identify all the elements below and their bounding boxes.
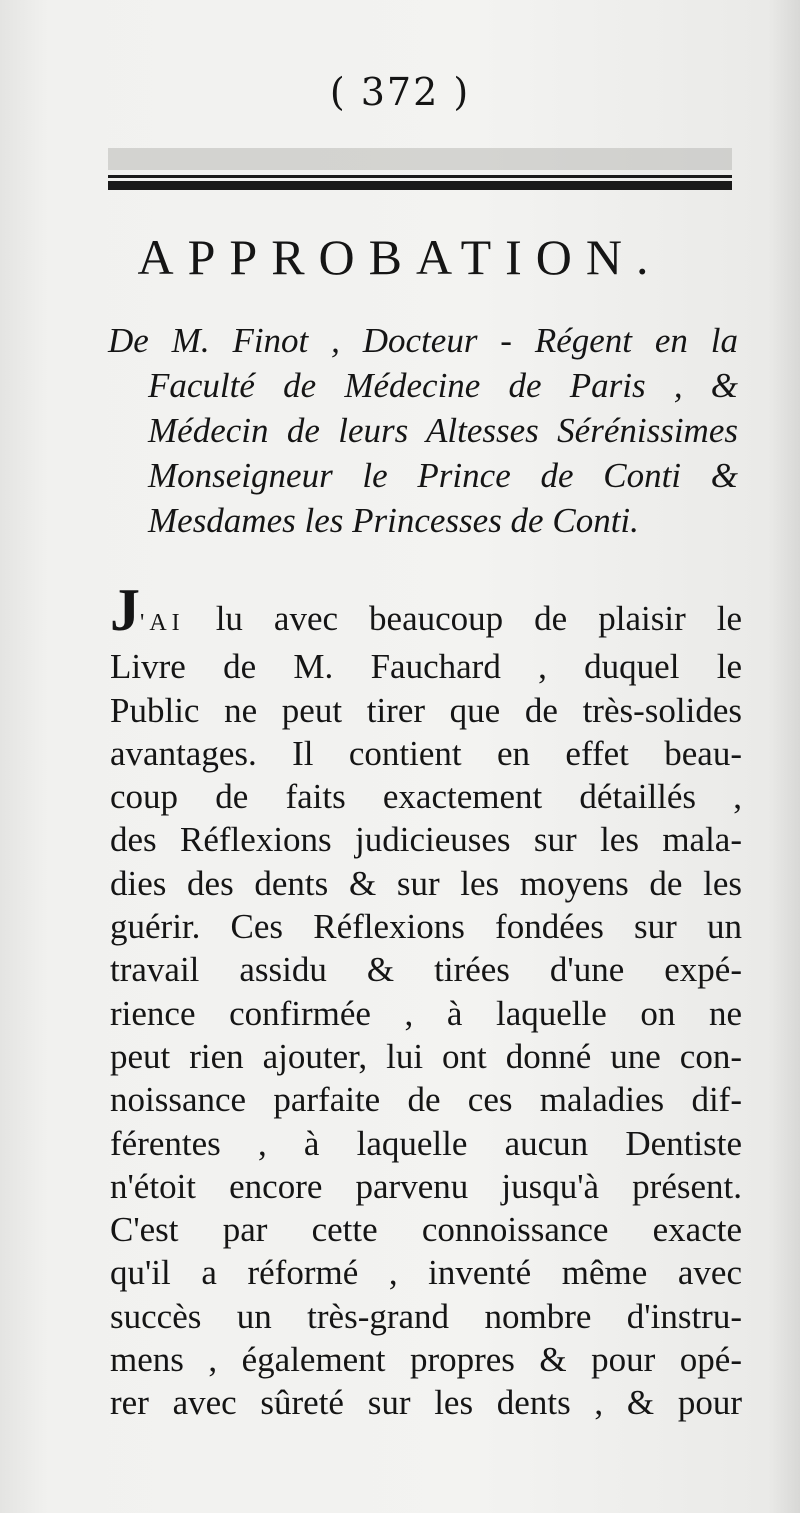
body-line: férentes , à laquelle aucun Dentiste — [110, 1123, 742, 1163]
body-line: rer avec sûreté sur les dents , & pour — [110, 1383, 742, 1423]
subtitle-line: De M. Finot , Docteur - Régent en la — [108, 321, 738, 360]
subtitle-line: Mesdames les Princesses de Conti. — [148, 501, 639, 540]
body-first-line — [110, 577, 743, 645]
subtitle-line: Médecin de leurs Altesses Sérénissimes — [148, 411, 738, 450]
faint-bleed-band — [108, 148, 732, 170]
thick-rule — [108, 181, 732, 190]
body-paragraph — [110, 577, 743, 1425]
first-line-rest: lu avec beaucoup de plaisir le — [215, 599, 743, 638]
approbation-heading: APPROBATION. — [137, 229, 663, 285]
body-line: n'étoit encore parvenu jusqu'à présent. — [110, 1166, 742, 1206]
body-line: qu'il a réformé , inventé même avec — [110, 1253, 742, 1293]
body-line: Livre de M. Fauchard , duquel le — [110, 647, 742, 687]
subtitle-line: Faculté de Médecine de Paris , & — [148, 366, 738, 405]
body-line: coup de faits exactement détaillés , — [110, 777, 742, 817]
body-line: travail assidu & tirées d'une expé- — [110, 950, 742, 990]
body-line: Public ne peut tirer que de très-solides — [110, 690, 742, 730]
body-line: peut rien ajouter, lui ont donné une con- — [110, 1036, 742, 1076]
body-line: rience confirmée , à laquelle on ne — [110, 993, 742, 1033]
thin-rule — [108, 175, 732, 178]
subtitle-line: Monseigneur le Prince de Conti & — [148, 456, 738, 495]
body-line: succès un très-grand nombre d'instru- — [110, 1296, 742, 1336]
body-line: dies des dents & sur les moyens de les — [110, 863, 742, 903]
body-line: guérir. Ces Réflexions fondées sur un — [110, 907, 742, 947]
body-line: mens , également propres & pour opé- — [110, 1340, 742, 1380]
body-line: noissance parfaite de ces maladies dif- — [110, 1080, 742, 1120]
drop-cap: J — [110, 577, 140, 643]
body-line: C'est par cette connoissance exacte — [110, 1210, 742, 1250]
body-line: des Réflexions judicieuses sur les mala- — [110, 820, 742, 860]
small-caps-word: 'AI — [140, 610, 185, 636]
body-line: avantages. Il contient en effet beau- — [110, 733, 742, 773]
subtitle-block — [108, 318, 738, 543]
page-number: ( 372 ) — [329, 70, 471, 114]
